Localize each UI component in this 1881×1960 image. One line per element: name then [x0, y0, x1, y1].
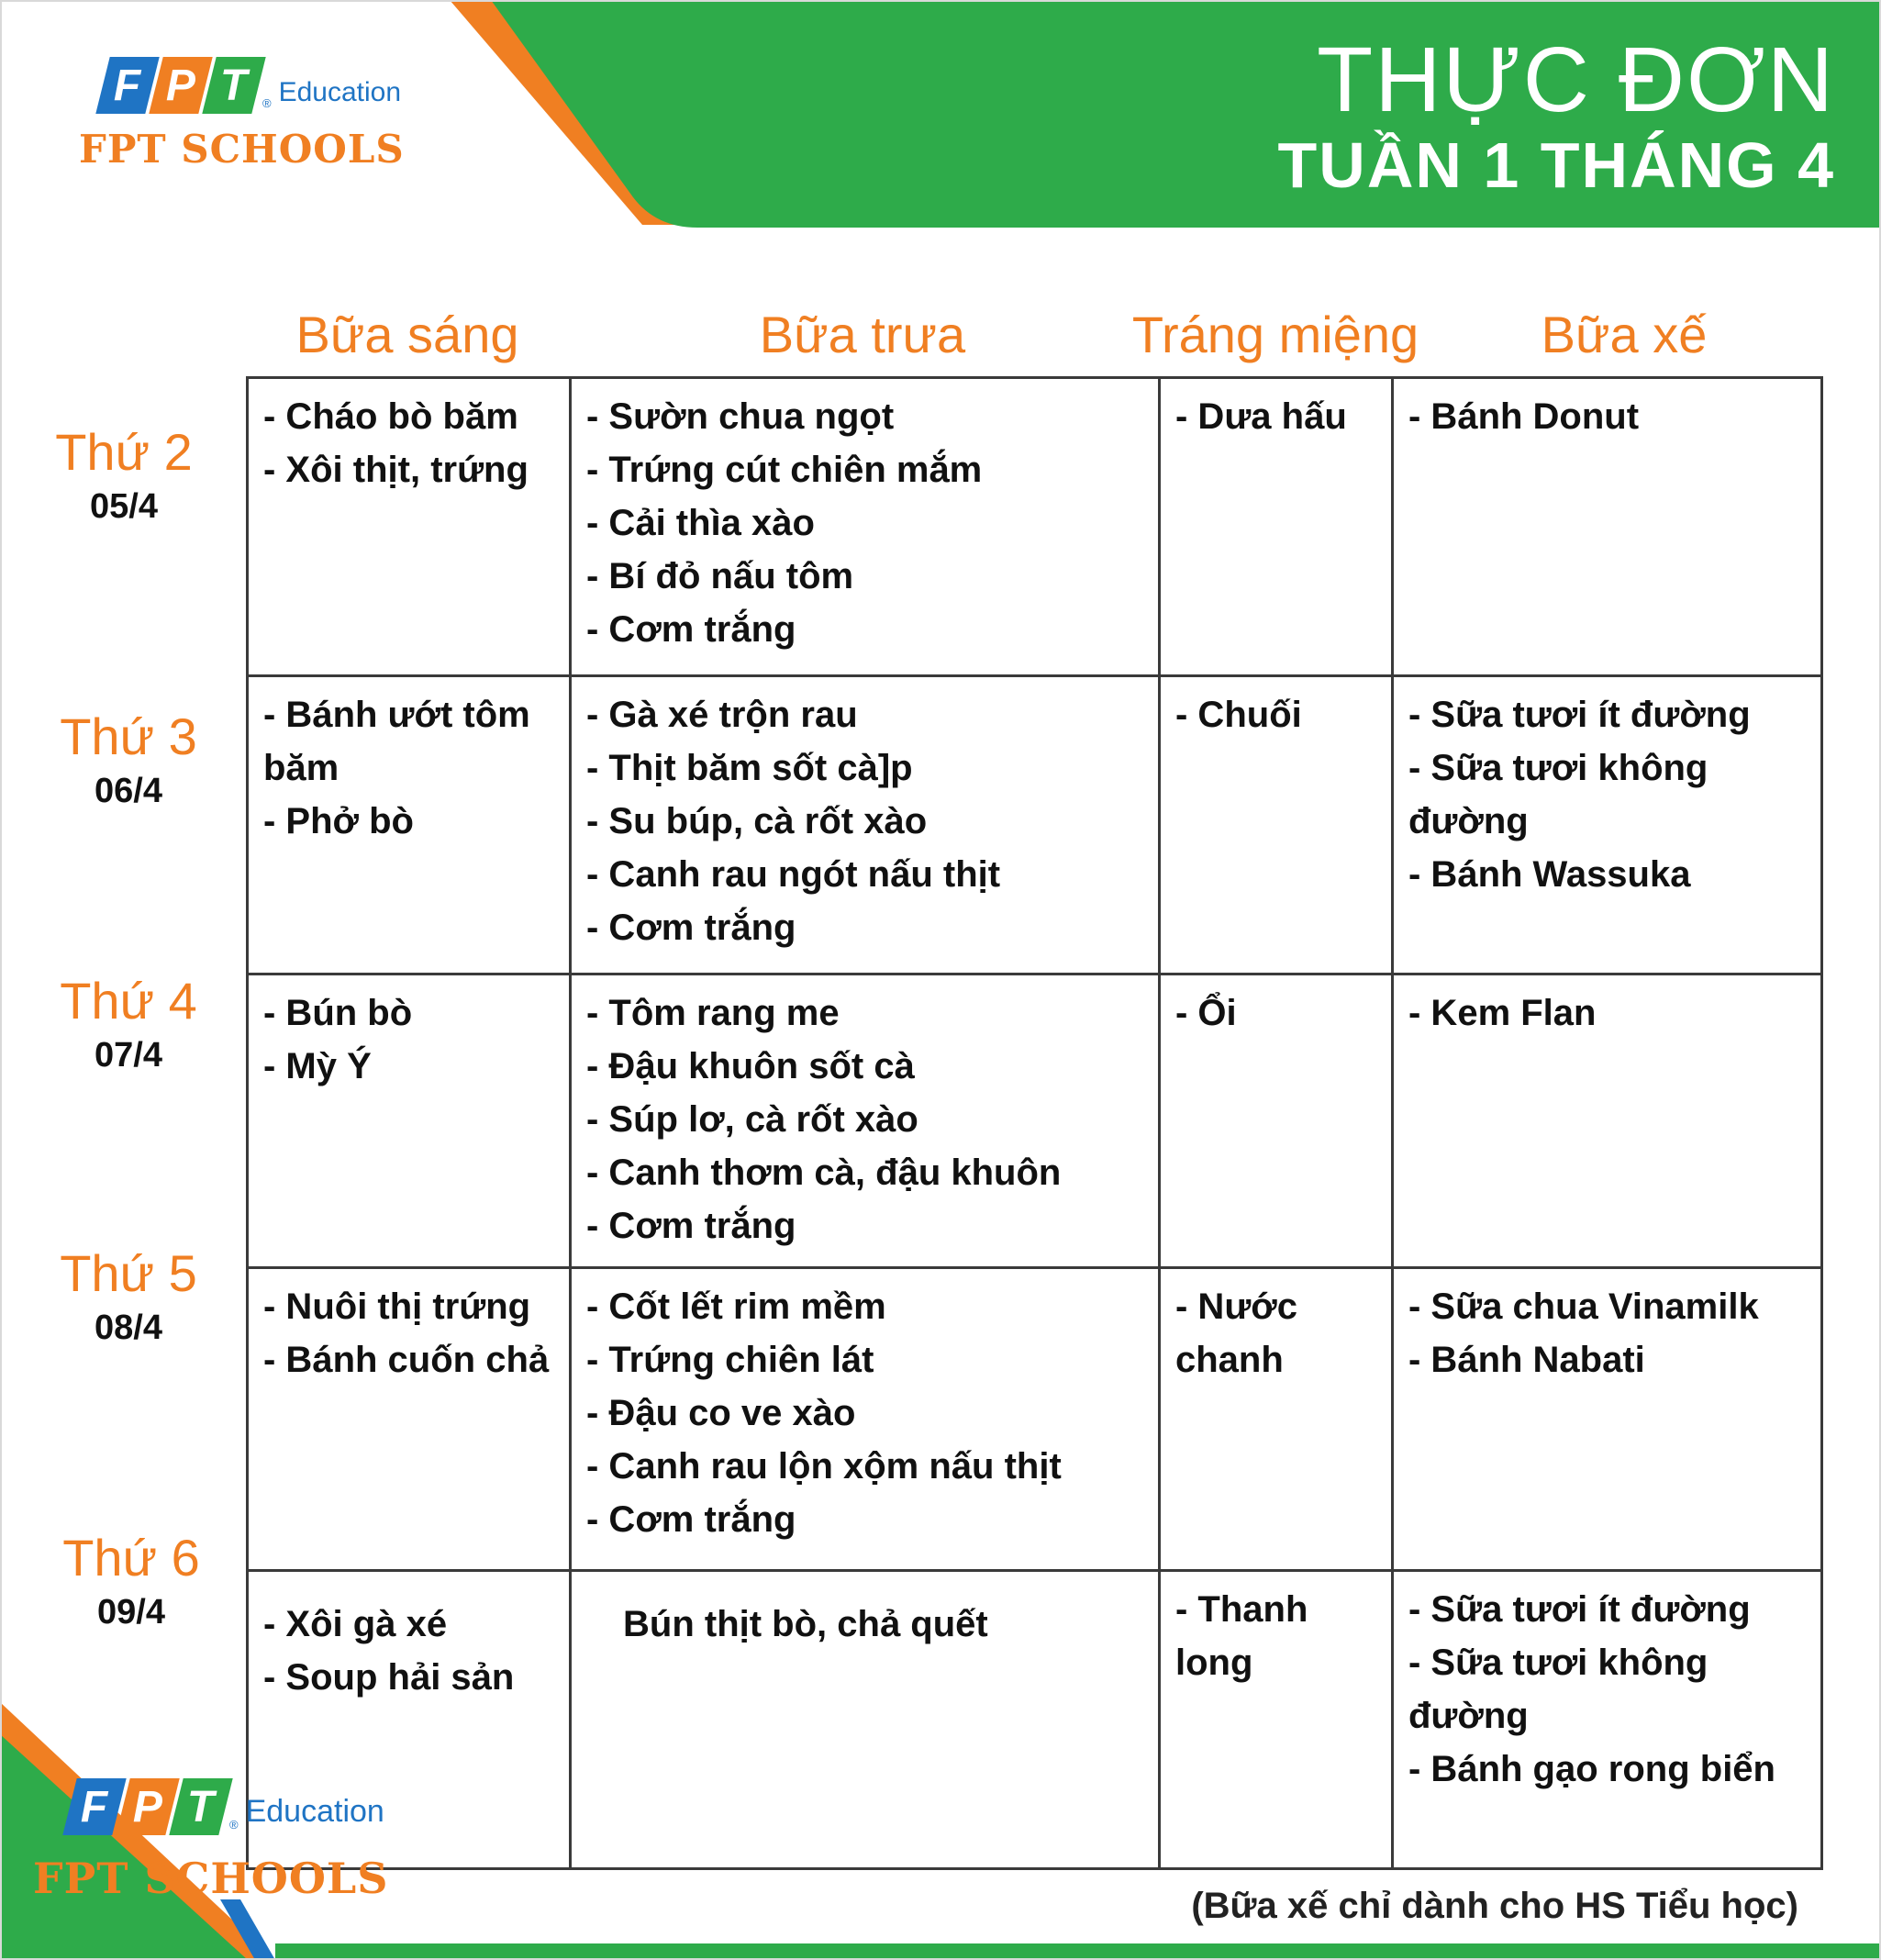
day-date: 07/4 [95, 1036, 162, 1075]
menu-item: - Bánh cuốn chả [263, 1340, 550, 1380]
menu-item: - Sữa tươi ít đường [1408, 695, 1751, 735]
menu-cell-dessert [1160, 974, 1393, 1268]
menu-item: - Trứng chiên lát [586, 1340, 874, 1380]
menu-item: - Sữa chua Vinamilk [1408, 1286, 1759, 1327]
day-date: 09/4 [97, 1593, 165, 1631]
menu-item: - Đậu khuôn sốt cà [586, 1046, 915, 1086]
menu-item: - Bí đỏ nấu tôm [586, 556, 854, 596]
menu-item: - Canh rau lộn xộm nấu thịt [586, 1446, 1062, 1487]
menu-item: - Phở bò [263, 801, 414, 841]
day-name: Thứ 5 [60, 1244, 197, 1302]
schools-label: FPT SCHOOLS [33, 1854, 389, 1903]
menu-item: - Cốt lết rim mềm [586, 1286, 886, 1327]
menu-cell-lunch [571, 1571, 1160, 1869]
schools-label: FPT SCHOOLS [79, 127, 405, 172]
menu-cell-lunch [571, 974, 1160, 1268]
table-row [248, 1571, 1822, 1869]
page-subtitle: TUẦN 1 THÁNG 4 [1277, 129, 1835, 201]
table-row [248, 974, 1822, 1268]
menu-cell-dessert [1160, 1571, 1393, 1869]
registered-mark: ® [229, 1818, 239, 1832]
table-row [248, 676, 1822, 974]
menu-cell-snack [1393, 676, 1822, 974]
menu-item: - Xôi gà xé [263, 1604, 448, 1644]
menu-item: - Cơm trắng [586, 908, 796, 948]
menu-item: - Bánh Wassuka [1408, 854, 1691, 895]
menu-item: - Ổi [1175, 993, 1237, 1033]
menu-cell-dessert [1160, 1268, 1393, 1571]
menu-item: - Thanh long [1175, 1589, 1308, 1683]
day-label [60, 707, 197, 811]
menu-cell-snack [1393, 378, 1822, 676]
education-label: Education [278, 77, 402, 107]
fpt-logo-t: T [169, 1778, 232, 1835]
menu-item: - Sườn chua ngọt [586, 396, 895, 437]
menu-item: - Bánh ướt tôm băm [263, 695, 530, 788]
menu-item: - Gà xé trộn rau [586, 695, 858, 735]
menu-cell-snack [1393, 1268, 1822, 1571]
column-header-dessert: Tráng miệng [1131, 306, 1419, 363]
menu-cell-dessert [1160, 676, 1393, 974]
menu-item: - Cơm trắng [586, 609, 796, 650]
menu-item: - Bánh gạo rong biển [1408, 1749, 1775, 1789]
menu-item: - Đậu co ve xào [586, 1393, 856, 1433]
bottom-green-strip [275, 1943, 1881, 1960]
menu-item: - Canh rau ngót nấu thịt [586, 854, 1001, 895]
menu-item: Bún thịt bò, chả quết [623, 1604, 988, 1644]
menu-cell-breakfast [248, 974, 571, 1268]
menu-item: - Nước chanh [1175, 1286, 1297, 1380]
menu-cell-snack [1393, 1571, 1822, 1869]
fpt-logo-mark [70, 1778, 389, 1835]
registered-mark: ® [262, 96, 272, 110]
day-label [60, 1243, 197, 1348]
menu-item: - Chuối [1175, 695, 1302, 735]
fpt-logo-f: F [95, 57, 159, 114]
menu-cell-dessert [1160, 378, 1393, 676]
menu-item: - Sữa tươi không đường [1408, 1643, 1708, 1736]
menu-cell-breakfast [248, 1268, 571, 1571]
menu-cell-snack [1393, 974, 1822, 1268]
menu-item: - Mỳ Ý [263, 1046, 372, 1086]
menu-cell-lunch [571, 1268, 1160, 1571]
menu-item: - Tôm rang me [586, 993, 840, 1033]
menu-item: - Súp lơ, cà rốt xào [586, 1099, 918, 1140]
day-name: Thứ 6 [62, 1529, 200, 1587]
menu-item: - Kem Flan [1408, 993, 1597, 1033]
day-label [60, 971, 197, 1075]
table-row [248, 378, 1822, 676]
fpt-logo-t: T [202, 57, 265, 114]
menu-cell-lunch [571, 378, 1160, 676]
menu-item: - Cải thìa xào [586, 503, 815, 543]
day-label [62, 1528, 200, 1632]
fpt-logo-mark [103, 57, 405, 114]
column-header-breakfast: Bữa sáng [295, 306, 519, 363]
table-row [248, 1268, 1822, 1571]
menu-item: - Sữa tươi không đường [1408, 748, 1708, 841]
column-header-snack: Bữa xế [1541, 306, 1708, 363]
menu-item: - Su búp, cà rốt xào [586, 801, 928, 841]
menu-cell-lunch [571, 676, 1160, 974]
day-date: 08/4 [95, 1309, 162, 1347]
fpt-logo-p: P [116, 1778, 179, 1835]
menu-item: - Cháo bò băm [263, 396, 518, 437]
top-logo [79, 57, 405, 172]
day-label [55, 422, 193, 527]
menu-cell-breakfast [248, 378, 571, 676]
fpt-logo-p: P [149, 57, 212, 114]
menu-item: - Sữa tươi ít đường [1408, 1589, 1751, 1630]
menu-item: - Trứng cút chiên mắm [586, 450, 983, 490]
menu-item: - Bún bò [263, 993, 413, 1033]
menu-item: - Xôi thịt, trứng [263, 450, 529, 490]
day-date: 05/4 [90, 487, 158, 526]
menu-item: - Canh thơm cà, đậu khuôn [586, 1153, 1062, 1193]
menu-item: - Soup hải sản [263, 1657, 515, 1698]
menu-item: - Dưa hấu [1175, 396, 1347, 437]
menu-item: - Bánh Donut [1408, 396, 1640, 437]
menu-item: - Nuôi thị trứng [263, 1286, 531, 1327]
menu-item: - Thịt băm sốt cà]p [586, 748, 913, 788]
menu-item: - Bánh Nabati [1408, 1340, 1645, 1380]
menu-item: - Cơm trắng [586, 1206, 796, 1246]
fpt-logo-f: F [62, 1778, 126, 1835]
bottom-logo [33, 1778, 389, 1903]
menu-table [246, 376, 1823, 1870]
snack-note: (Bữa xế chỉ dành cho HS Tiểu học) [1191, 1886, 1798, 1926]
column-header-lunch: Bữa trưa [759, 306, 966, 363]
menu-item: - Cơm trắng [586, 1499, 796, 1540]
day-name: Thứ 2 [55, 423, 193, 481]
day-name: Thứ 3 [60, 707, 197, 765]
education-label: Education [245, 1794, 384, 1829]
day-name: Thứ 4 [60, 972, 197, 1030]
day-date: 06/4 [95, 772, 162, 810]
page-title: THỰC ĐƠN [1317, 28, 1835, 131]
menu-cell-breakfast [248, 676, 571, 974]
